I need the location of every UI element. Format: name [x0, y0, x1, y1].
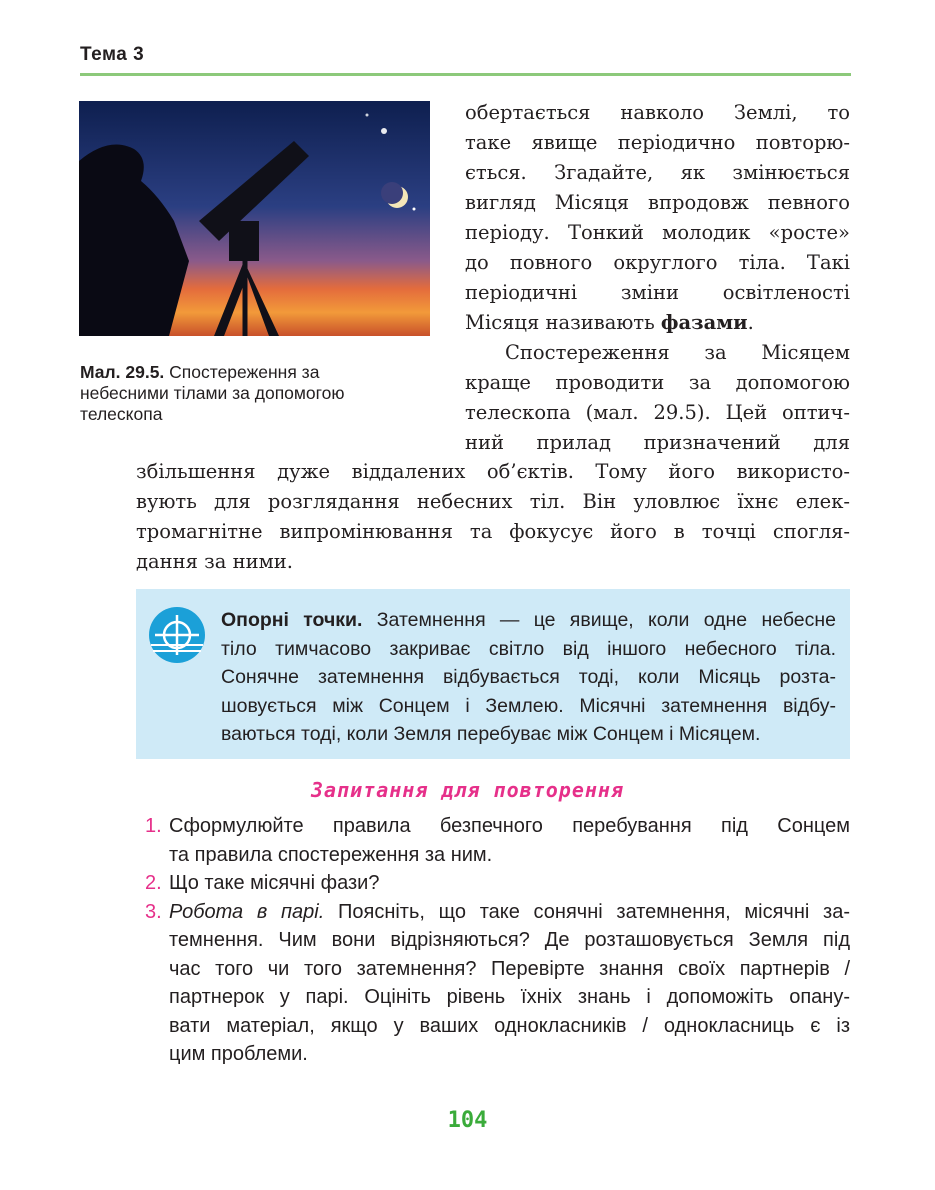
question-number: 1.	[145, 815, 162, 837]
text-line: до повного округлого тіла. Такі	[465, 251, 850, 274]
question-line: партнерок у парі. Оцініть рівень їхніх знань і допоможіть опану-	[169, 986, 850, 1008]
page-number: 104	[447, 1108, 488, 1133]
text-line: періоду. Тонкий молодик «росте»	[465, 221, 850, 244]
body-text-full-width	[136, 457, 850, 577]
caption-line: Спостереження за	[164, 362, 320, 382]
question-line	[169, 898, 850, 927]
key-points-label: Опорні точки.	[221, 609, 363, 631]
caption-line: небесними тілами за допомогою	[80, 383, 345, 403]
text-run: Поясніть, що таке сонячні затемнення, місячні за-	[324, 900, 850, 923]
question-number: 2.	[145, 872, 162, 894]
question-line: вати матеріал, якщо у ваших однокласників / однокласниць є із	[169, 1014, 850, 1037]
key-points-line: тіло тимчасово закриває світло від іншого небесного тіла.	[221, 637, 836, 660]
text-line: ється. Згадайте, як змінюється	[465, 161, 850, 184]
figure-caption	[80, 362, 430, 425]
question-item	[145, 898, 850, 1069]
text-line: вигляд Місяця впродовж певного	[465, 191, 850, 214]
text-line: таке явище періодично повторю-	[465, 131, 850, 154]
text-line: дання за ними.	[136, 550, 293, 573]
question-line: та правила спостереження за ним.	[169, 843, 493, 866]
text-line: телескопа (мал. 29.5). Цей оптич-	[465, 401, 850, 424]
text-run: Затемнення — це явище, коли одне небесне	[362, 609, 836, 631]
text-line: тромагнітне випромінювання та фокусує його в точці спогля-	[136, 520, 850, 543]
question-line: час того чи того затемнення? Перевірте знання своїх партнерів /	[169, 957, 850, 980]
target-icon	[147, 605, 207, 665]
key-points-text	[221, 606, 836, 749]
question-line: цим проблеми.	[169, 1043, 308, 1065]
questions-list	[145, 812, 850, 1069]
key-points-line: шовується між Сонцем і Землею. Місячні затемнення відбу-	[221, 694, 836, 717]
text-line: краще проводити за допомогою	[465, 371, 850, 394]
phases-term: фазами	[660, 311, 748, 334]
text-line: періодичні зміни освітленості	[465, 281, 850, 304]
key-points-line	[221, 606, 836, 635]
question-italic-label: Робота в парі.	[169, 900, 325, 923]
body-text-right-column	[465, 98, 850, 458]
text-line: обертається навколо Землі, то	[465, 101, 850, 124]
key-points-line: Сонячне затемнення відбувається тоді, коли Місяць розта-	[221, 666, 836, 689]
question-item	[145, 869, 850, 898]
question-line: темнення. Чим вони відрізняються? Де розташовується Земля під	[169, 929, 850, 951]
text-line: ний прилад призначений для	[465, 431, 850, 454]
question-line: Що таке місячні фази?	[169, 872, 380, 894]
phases-line	[465, 308, 850, 338]
text-line: збільшення дуже віддалених об’єктів. Тому його використо-	[136, 460, 850, 483]
header-divider	[80, 73, 851, 76]
text-run: Місяця називають	[465, 311, 661, 334]
telescope-photo	[79, 101, 430, 336]
question-item	[145, 812, 850, 869]
text-line: Спостереження за Місяцем	[505, 341, 850, 364]
topic-header: Тема 3	[80, 44, 145, 65]
key-points-line: ваються тоді, коли Земля перебуває між Сонцем і Місяцем.	[221, 723, 761, 746]
question-number: 3.	[145, 900, 162, 923]
text-run: .	[747, 311, 754, 334]
questions-heading: Запитання для повторення	[311, 778, 624, 802]
caption-label: Мал. 29.5.	[80, 362, 165, 382]
caption-line: телескопа	[80, 404, 163, 424]
question-line: Сформулюйте правила безпечного перебування під Сонцем	[169, 815, 850, 837]
text-line: вують для розглядання небесних тіл. Він уловлює їхнє елек-	[136, 490, 850, 513]
